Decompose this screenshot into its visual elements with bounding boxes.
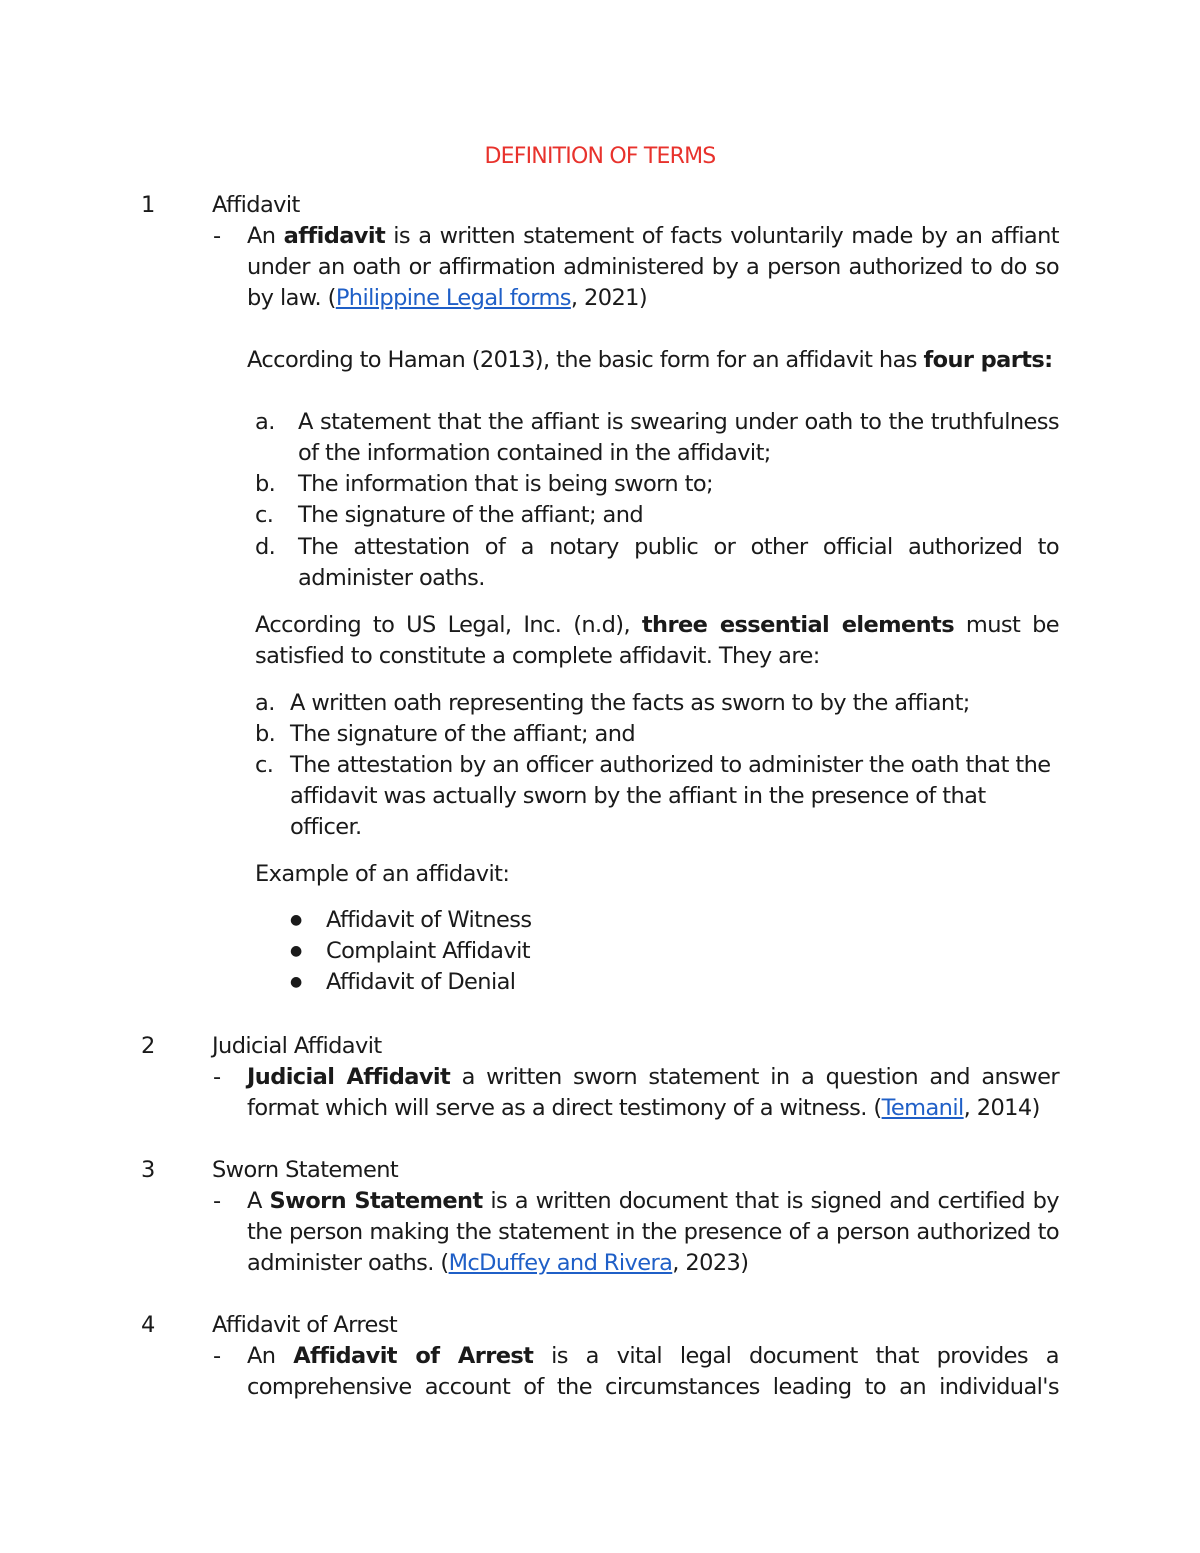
list-item: A written oath representing the facts as sworn to by the affiant;: [290, 690, 970, 716]
dash-marker: -: [213, 223, 221, 249]
example-heading: Example of an affidavit:: [255, 861, 510, 887]
definition-paragraph: A Sworn Statement is a written document that is signed and certified by the person making the statement in the presence of a person authorized to administer oaths. (McDuffey and Rivera, 2023): [247, 1188, 1059, 1276]
list-label: b.: [255, 721, 276, 747]
dash-marker: -: [213, 1188, 221, 1214]
list-item: The signature of the affiant; and: [298, 502, 644, 528]
list-label: a.: [255, 409, 275, 435]
definition-paragraph: Judicial Affidavit a written sworn statement in a question and answer format which will serve as a direct testimony of a witness. (Temanil, 2014): [247, 1064, 1059, 1121]
citation-link[interactable]: McDuffey and Rivera: [448, 1250, 673, 1276]
section-number: 3: [141, 1157, 155, 1183]
uslegal-paragraph: According to US Legal, Inc. (n.d), three essential elements must be satisfied to constitute a complete affidavit. They are:: [255, 612, 1059, 669]
section-number: 1: [141, 192, 155, 218]
citation-link[interactable]: Philippine Legal forms: [335, 285, 571, 311]
list-item: The signature of the affiant; and: [290, 721, 636, 747]
dash-marker: -: [213, 1064, 221, 1090]
citation-link[interactable]: Temanil: [881, 1095, 964, 1121]
list-item: The attestation of a notary public or other official authorized to administer oaths.: [298, 534, 1059, 591]
list-label: d.: [255, 534, 276, 560]
bullet-icon: ●: [290, 912, 302, 928]
definition-paragraph: An affidavit is a written statement of facts voluntarily made by an affiant under an oath or affirmation administered by a person authorized to do so by law. (Philippine Legal forms, 2021): [247, 223, 1059, 311]
list-label: a.: [255, 690, 275, 716]
page-title: DEFINITION OF TERMS: [484, 144, 716, 169]
dash-marker: -: [213, 1343, 221, 1369]
example-item: Affidavit of Witness: [326, 907, 532, 933]
section-term: Affidavit of Arrest: [212, 1312, 398, 1338]
section-term: Sworn Statement: [212, 1157, 399, 1183]
list-item: The attestation by an officer authorized to administer the oath that the affidavit was actually sworn by the affiant in the presence of that officer.: [290, 752, 1051, 840]
haman-paragraph: According to Haman (2013), the basic form for an affidavit has four parts:: [247, 347, 1053, 373]
list-label: b.: [255, 471, 276, 497]
bullet-icon: ●: [290, 974, 302, 990]
section-number: 4: [141, 1312, 155, 1338]
list-label: c.: [255, 752, 274, 778]
section-number: 2: [141, 1033, 155, 1059]
section-term: Judicial Affidavit: [212, 1033, 382, 1059]
bullet-icon: ●: [290, 943, 302, 959]
list-item: The information that is being sworn to;: [298, 471, 713, 497]
list-item: A statement that the affiant is swearing under oath to the truthfulness of the information contained in the affidavit;: [298, 409, 1059, 466]
example-item: Affidavit of Denial: [326, 969, 516, 995]
example-item: Complaint Affidavit: [326, 938, 530, 964]
definition-paragraph: An Affidavit of Arrest is a vital legal document that provides a comprehensive account of the circumstances leading to an individual's: [247, 1343, 1059, 1400]
section-term: Affidavit: [212, 192, 300, 218]
list-label: c.: [255, 502, 274, 528]
